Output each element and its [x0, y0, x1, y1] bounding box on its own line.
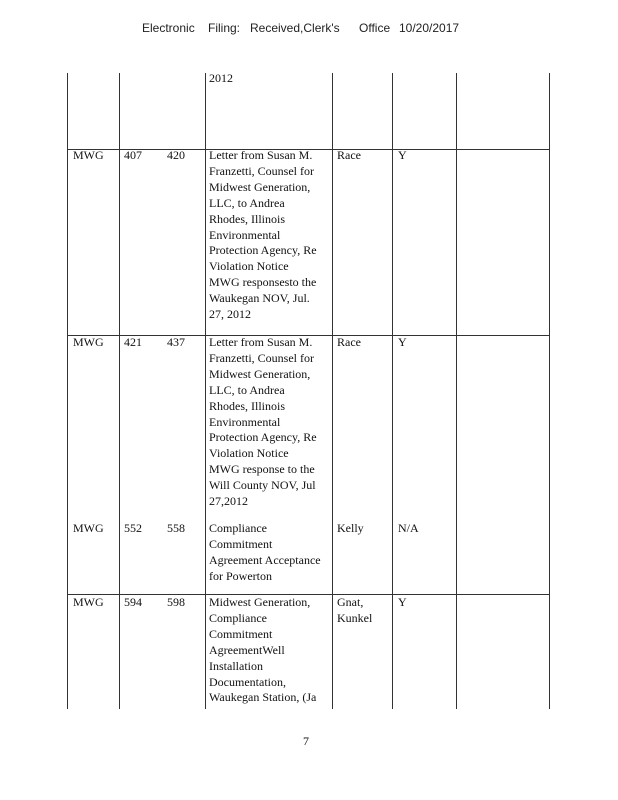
table-cell-witness: Gnat, Kunkel: [337, 595, 373, 625]
table-divider: [205, 73, 206, 709]
table-cell-description: Letter from Susan M. Franzetti, Counsel for Midwest Generation, LLC, to Andrea Rhodes, Illinois Environmental Protection Agency, Re Violation Notice MWG response to the Will County NOV, Jul 27,2012: [209, 335, 317, 509]
table-cell-start-page: 594: [124, 595, 142, 609]
page-number: 7: [303, 734, 309, 748]
table-cell-witness: Race: [337, 335, 361, 349]
header-electronic: Electronic: [142, 21, 195, 35]
table-cell-party: MWG: [73, 595, 104, 609]
header-office: Office: [359, 21, 391, 35]
header-filing: Filing:: [208, 21, 241, 35]
table-cell-description: Midwest Generation, Compliance Commitment AgreementWell Installation Documentation, Waukegan Station, (Ja: [209, 595, 317, 705]
table-cell-end-page: 558: [167, 521, 185, 535]
table-cell-description: Letter from Susan M. Franzetti, Counsel for Midwest Generation, LLC, to Andrea Rhodes, Illinois Environmental Protection Agency, Re Violation Notice MWG responsesto the Waukegan NOV, Jul. 27, 2012: [209, 148, 317, 322]
table-divider: [456, 73, 457, 709]
table-border-right: [549, 73, 550, 709]
table-divider: [119, 73, 120, 709]
header-received-clerks: Received,Clerk's: [250, 21, 340, 35]
table-cell-description: 2012: [209, 71, 233, 85]
table-divider: [392, 73, 393, 709]
table-divider: [332, 73, 333, 709]
table-cell-witness: Kelly: [337, 521, 364, 535]
table-cell-start-page: 421: [124, 335, 142, 349]
table-cell-flag: Y: [398, 595, 407, 609]
table-cell-party: MWG: [73, 148, 104, 162]
table-cell-witness: Race: [337, 148, 361, 162]
table-cell-end-page: 420: [167, 148, 185, 162]
table-cell-description: Compliance Commitment Agreement Acceptance for Powerton: [209, 521, 321, 583]
table-cell-end-page: 437: [167, 335, 185, 349]
table-cell-party: MWG: [73, 521, 104, 535]
table-cell-flag: Y: [398, 148, 407, 162]
table-cell-start-page: 407: [124, 148, 142, 162]
table-cell-flag: Y: [398, 335, 407, 349]
table-cell-start-page: 552: [124, 521, 142, 535]
header-date: 10/20/2017: [399, 21, 460, 35]
table-cell-end-page: 598: [167, 595, 185, 609]
table-cell-party: MWG: [73, 335, 104, 349]
table-border-left: [67, 73, 68, 709]
table-cell-flag: N/A: [398, 521, 419, 535]
